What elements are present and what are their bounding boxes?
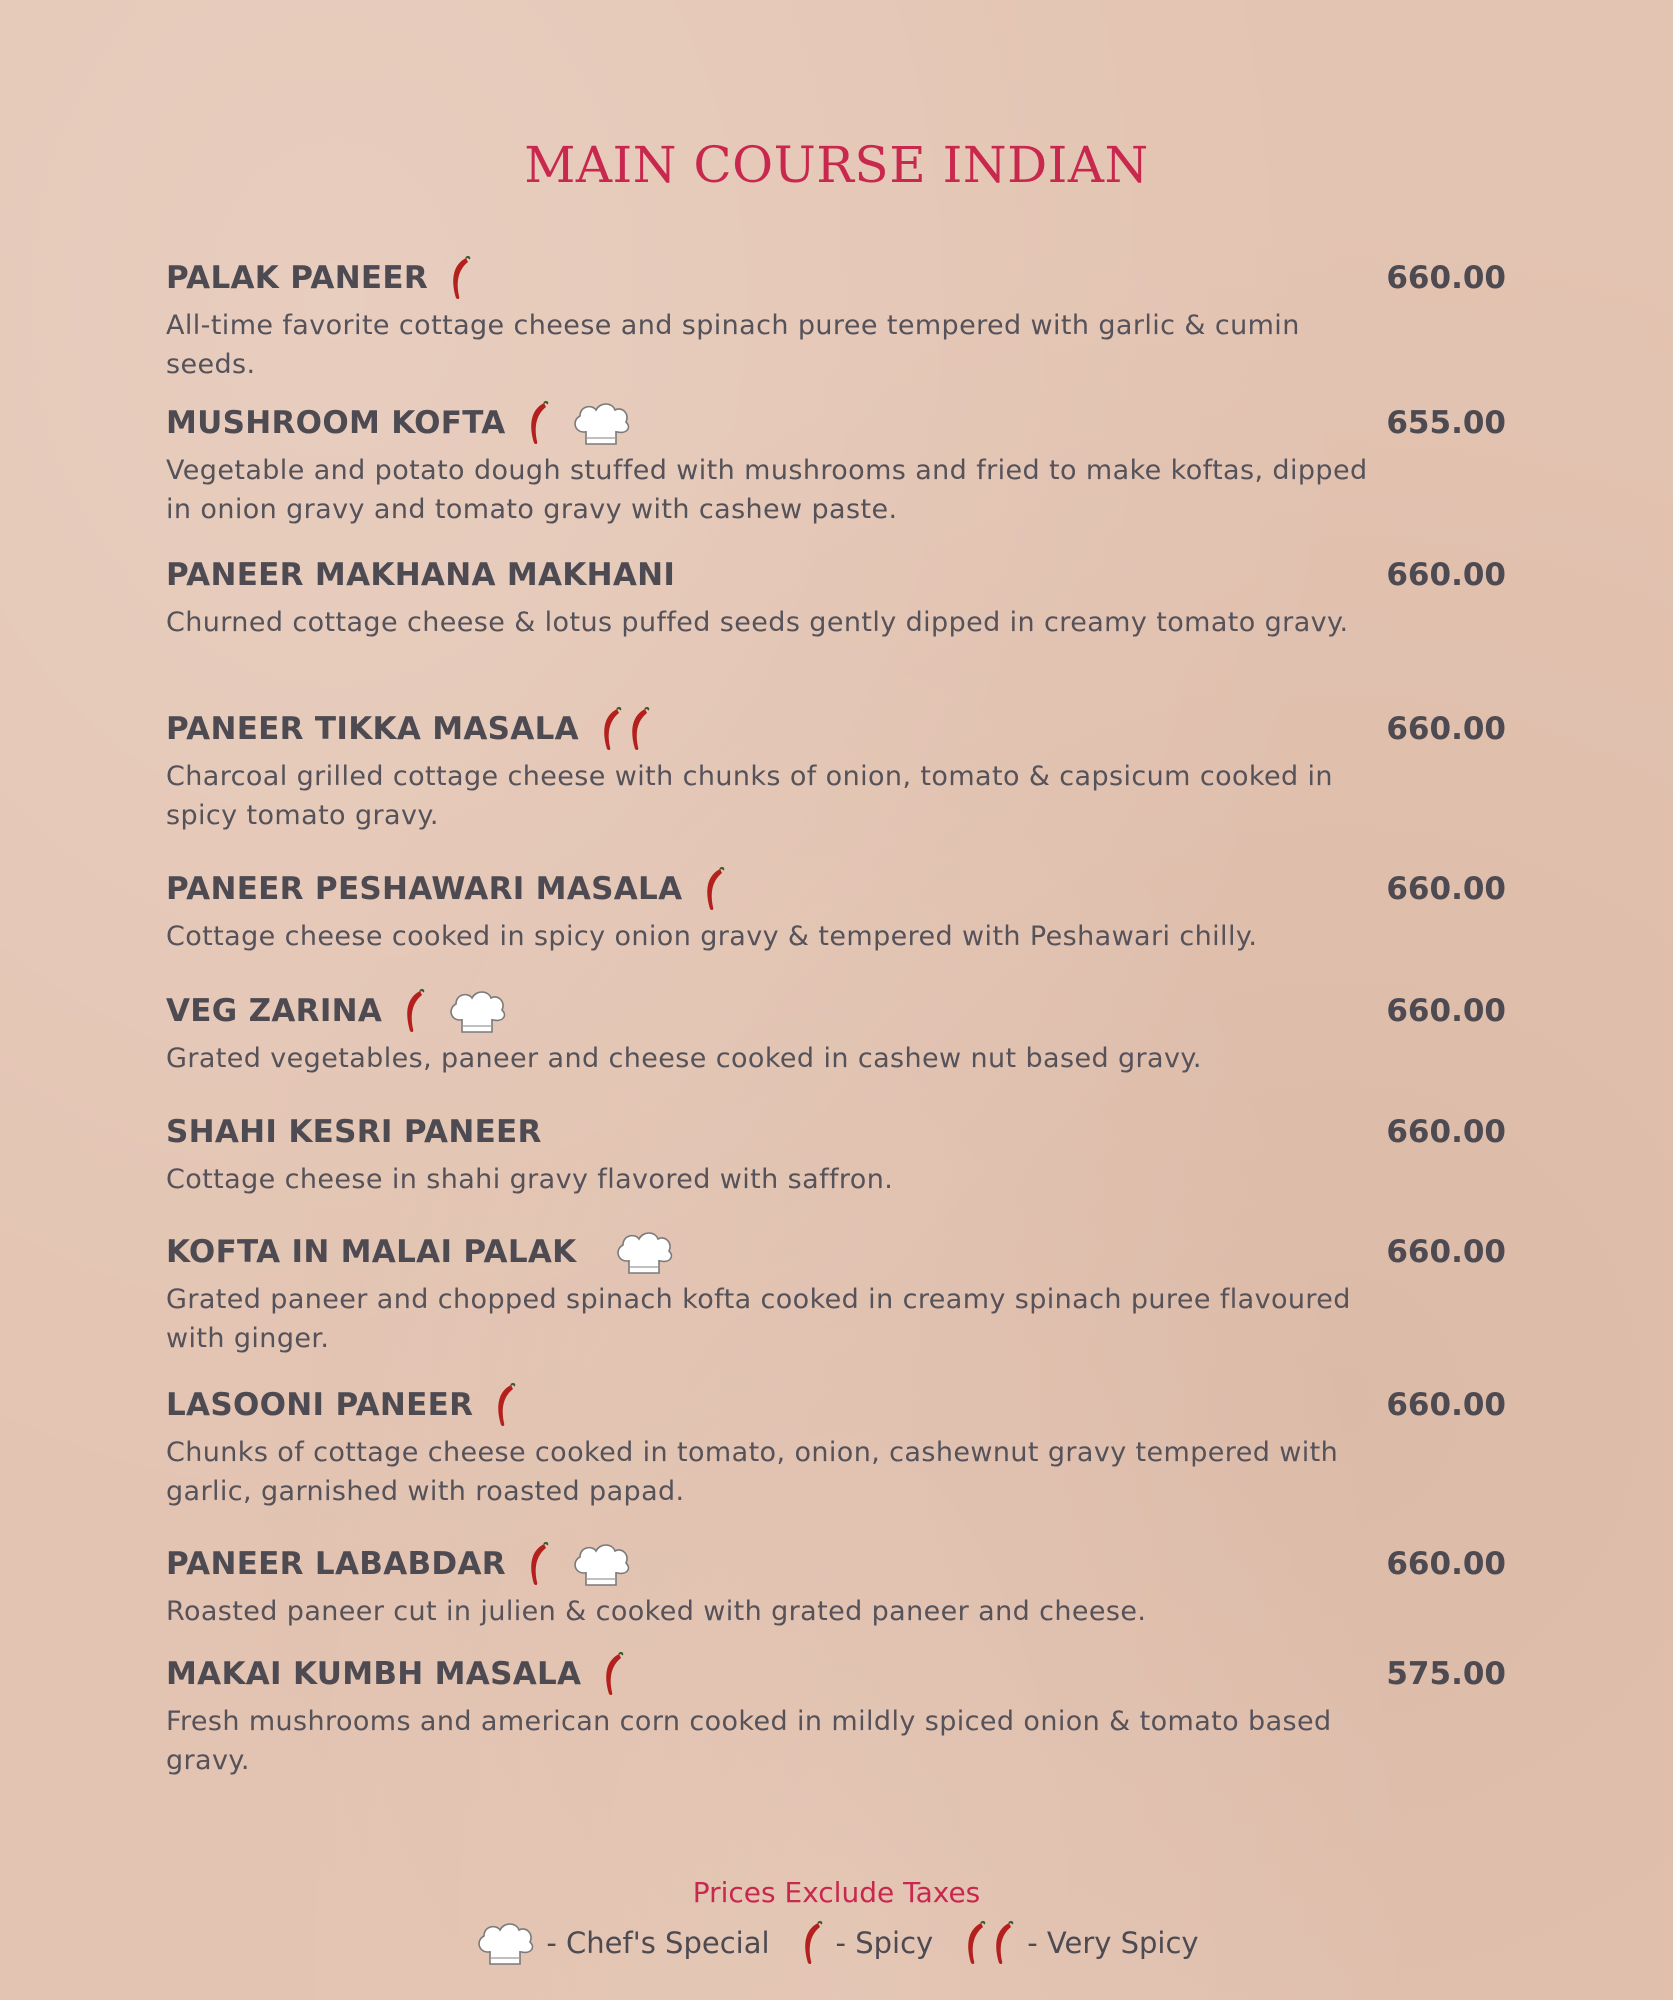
menu-item <box>166 863 1506 956</box>
menu-item <box>166 1226 1506 1358</box>
chili-icon <box>491 1381 517 1429</box>
menu-item-header <box>166 1648 1506 1700</box>
menu-item-header <box>166 985 1506 1037</box>
chili-icon <box>524 399 550 447</box>
menu-item-name: PANEER PESHAWARI MASALA <box>166 871 683 907</box>
menu-item-header <box>166 549 1506 601</box>
menu-item-header <box>166 1226 1506 1278</box>
menu-item <box>166 1106 1506 1199</box>
menu-item <box>166 1648 1506 1780</box>
chili-icon <box>599 1650 625 1698</box>
menu-item-price: 575.00 <box>1386 1656 1506 1692</box>
menu-item-name: MAKAI KUMBH MASALA <box>166 1656 582 1692</box>
menu-item-price: 660.00 <box>1386 993 1506 1029</box>
menu-item-name: MUSHROOM KOFTA <box>166 405 506 441</box>
menu-item-price: 655.00 <box>1386 405 1506 441</box>
legend-very-spicy <box>961 1919 1198 1967</box>
menu-item-icons <box>597 705 653 753</box>
chef-hat-icon <box>570 1539 632 1589</box>
menu-item-price: 660.00 <box>1386 1546 1506 1582</box>
page-title: MAIN COURSE INDIAN <box>524 136 1149 194</box>
chef-hat-icon <box>474 1918 536 1968</box>
menu-item-price: 660.00 <box>1386 260 1506 296</box>
menu-item-name: PANEER MAKHANA MAKHANI <box>166 557 676 593</box>
menu-item-price: 660.00 <box>1386 1387 1506 1423</box>
menu-item-header <box>166 863 1506 915</box>
menu-item-name: PANEER TIKKA MASALA <box>166 711 579 747</box>
legend-spicy-label: - Spicy <box>835 1926 934 1960</box>
menu-item-price: 660.00 <box>1386 1114 1506 1150</box>
menu-item-header <box>166 703 1506 755</box>
chili-icon <box>524 1540 550 1588</box>
menu-item-name: SHAHI KESRI PANEER <box>166 1114 542 1150</box>
menu-item-header <box>166 1379 1506 1431</box>
menu-item <box>166 1379 1506 1511</box>
menu-item-icons <box>491 1381 519 1429</box>
menu-item-header <box>166 1106 1506 1158</box>
legend-very-spicy-label: - Very Spicy <box>1027 1926 1199 1960</box>
menu-item-description: Vegetable and potato dough stuffed with mushrooms and fried to make koftas, dipped in onion gravy and tomato gravy with cashew paste. <box>166 455 1368 525</box>
menu-item <box>166 549 1506 642</box>
menu-item-icons <box>400 986 508 1036</box>
chili-icon <box>989 1919 1015 1967</box>
menu-item-icons <box>599 1650 627 1698</box>
menu-item-icons <box>524 398 632 448</box>
chef-hat-icon <box>570 398 632 448</box>
menu-item-description: Grated paneer and chopped spinach kofta cooked in creamy spinach puree flavoured with ginger. <box>166 1284 1351 1354</box>
menu-item <box>166 252 1506 384</box>
menu-item <box>166 397 1506 529</box>
menu-item-price: 660.00 <box>1386 711 1506 747</box>
chili-icon <box>700 865 726 913</box>
chili-icon <box>798 1919 824 1967</box>
menu-item-description: All-time favorite cottage cheese and spinach puree tempered with garlic & cumin seeds. <box>166 310 1300 380</box>
menu-item-description: Cottage cheese cooked in spicy onion gravy & tempered with Peshawari chilly. <box>166 921 1258 952</box>
menu-item-description: Fresh mushrooms and american corn cooked in mildly spiced onion & tomato based gravy. <box>166 1706 1332 1776</box>
menu-item-icons <box>524 1539 632 1589</box>
menu-item-icons <box>595 1227 675 1277</box>
menu-item-description: Roasted paneer cut in julien & cooked with grated paneer and cheese. <box>166 1596 1147 1627</box>
menu-item-price: 660.00 <box>1386 871 1506 907</box>
chili-icon <box>597 705 623 753</box>
menu-item-header <box>166 397 1506 449</box>
menu-item-header <box>166 252 1506 304</box>
menu-item <box>166 985 1506 1078</box>
chili-icon <box>400 987 426 1035</box>
taxes-note: Prices Exclude Taxes <box>692 1876 981 1909</box>
chili-icon <box>961 1919 987 1967</box>
menu-item-description: Churned cottage cheese & lotus puffed seeds gently dipped in creamy tomato gravy. <box>166 607 1349 638</box>
menu-item-name: VEG ZARINA <box>166 993 383 1029</box>
menu-item-header <box>166 1538 1506 1590</box>
menu-item-name: KOFTA IN MALAI PALAK <box>166 1234 577 1270</box>
legend-chef-special <box>474 1918 769 1968</box>
chef-hat-icon <box>446 986 508 1036</box>
chef-hat-icon <box>613 1227 675 1277</box>
chili-icon <box>625 705 651 753</box>
chili-icon <box>446 254 472 302</box>
menu-item-price: 660.00 <box>1386 557 1506 593</box>
legend <box>0 1918 1673 1968</box>
menu-item-name: PALAK PANEER <box>166 260 429 296</box>
menu-item-price: 660.00 <box>1386 1234 1506 1270</box>
menu-item-description: Grated vegetables, paneer and cheese cooked in cashew nut based gravy. <box>166 1043 1202 1074</box>
menu-item-name: PANEER LABABDAR <box>166 1546 506 1582</box>
legend-chef-label: - Chef's Special <box>546 1926 770 1960</box>
menu-item-description: Cottage cheese in shahi gravy flavored with saffron. <box>166 1164 894 1195</box>
legend-spicy <box>798 1919 934 1967</box>
menu-item-icons <box>700 865 728 913</box>
menu-item-name: LASOONI PANEER <box>166 1387 474 1423</box>
menu-item-description: Chunks of cottage cheese cooked in tomato, onion, cashewnut gravy tempered with garlic, garnished with roasted papad. <box>166 1437 1339 1507</box>
menu-item <box>166 703 1506 835</box>
menu-item <box>166 1538 1506 1631</box>
menu-item-description: Charcoal grilled cottage cheese with chunks of onion, tomato & capsicum cooked in spicy tomato gravy. <box>166 761 1333 831</box>
menu-item-icons <box>446 254 474 302</box>
